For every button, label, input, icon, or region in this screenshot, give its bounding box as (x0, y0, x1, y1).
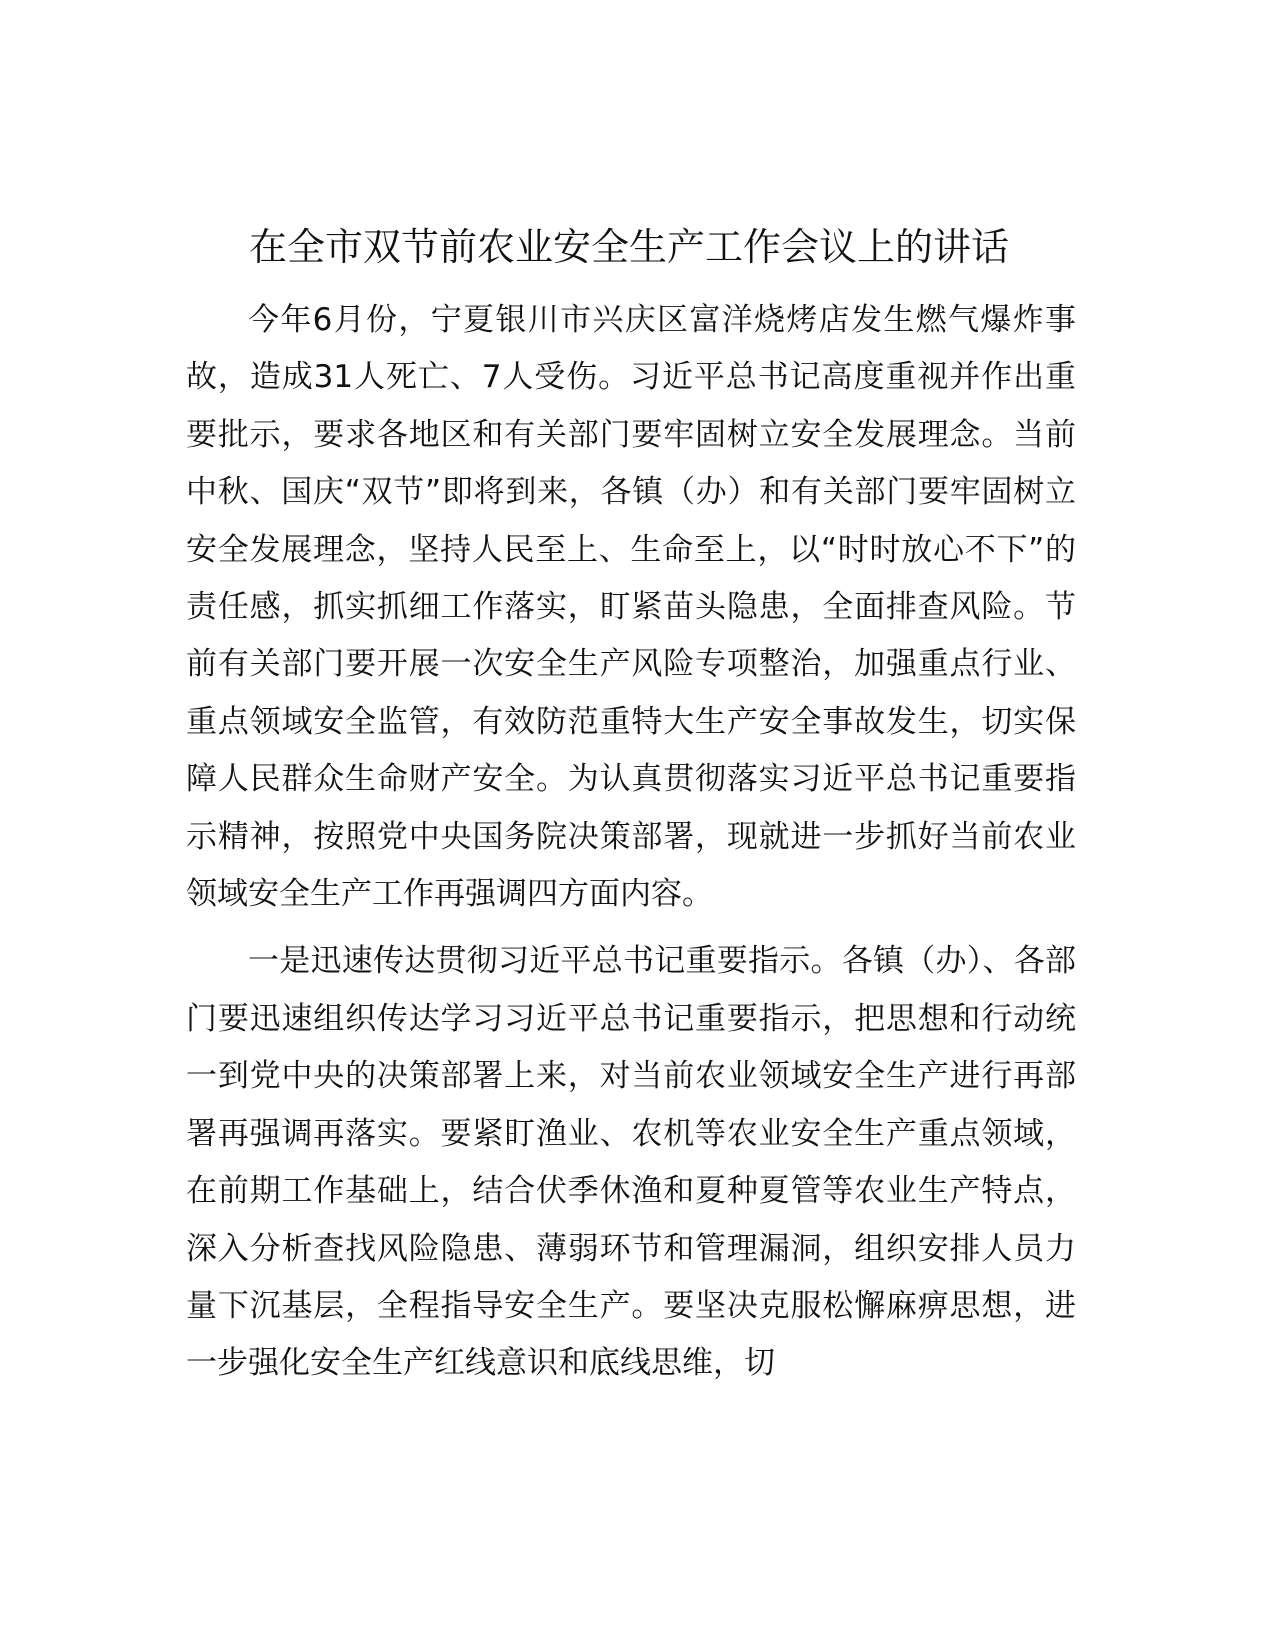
document-body (186, 292, 1076, 1393)
paragraph-intro: 今年6月份，宁夏银川市兴庆区富洋烧烤店发生燃气爆炸事故，造成31人死亡、7人受伤。习近平总书记高度重视并作出重要批示，要求各地区和有关部门要牢固树立安全发展理念。当前中秋、国庆“双节”即将到来，各镇（办）和有关部门要牢固树立安全发展理念，坚持人民至上、生命至上，以“时时放心不下”的责任感，抓实抓细工作落实，盯紧苗头隐患，全面排查风险。节前有关部门要开展一次安全生产风险专项整治，加强重点行业、重点领域安全监管，有效防范重特大生产安全事故发生，切实保障人民群众生命财产安全。为认真贯彻落实习近平总书记重要指示精神，按照党中央国务院决策部署，现就进一步抓好当前农业领域安全生产工作再强调四方面内容。 (186, 302, 1076, 913)
document-title: 在全市双节前农业安全生产工作会议上的讲话 (248, 225, 1009, 269)
paragraph-point-one: 一是迅速传达贯彻习近平总书记重要指示。各镇（办）、各部门要迅速组织传达学习习近平总书记重要指示，把思想和行动统一到党中央的决策部署上来，对当前农业领域安全生产进行再部署再强调再落实。要紧盯渔业、农机等农业安全生产重点领域，在前期工作基础上，结合伏季休渔和夏种夏管等农业生产特点，深入分析查找风险隐患、薄弱环节和管理漏洞，组织安排人员力量下沉基层，全程指导安全生产。要坚决克服松懈麻痹思想，进一步强化安全生产红线意识和底线思维，切 (186, 943, 1076, 1382)
